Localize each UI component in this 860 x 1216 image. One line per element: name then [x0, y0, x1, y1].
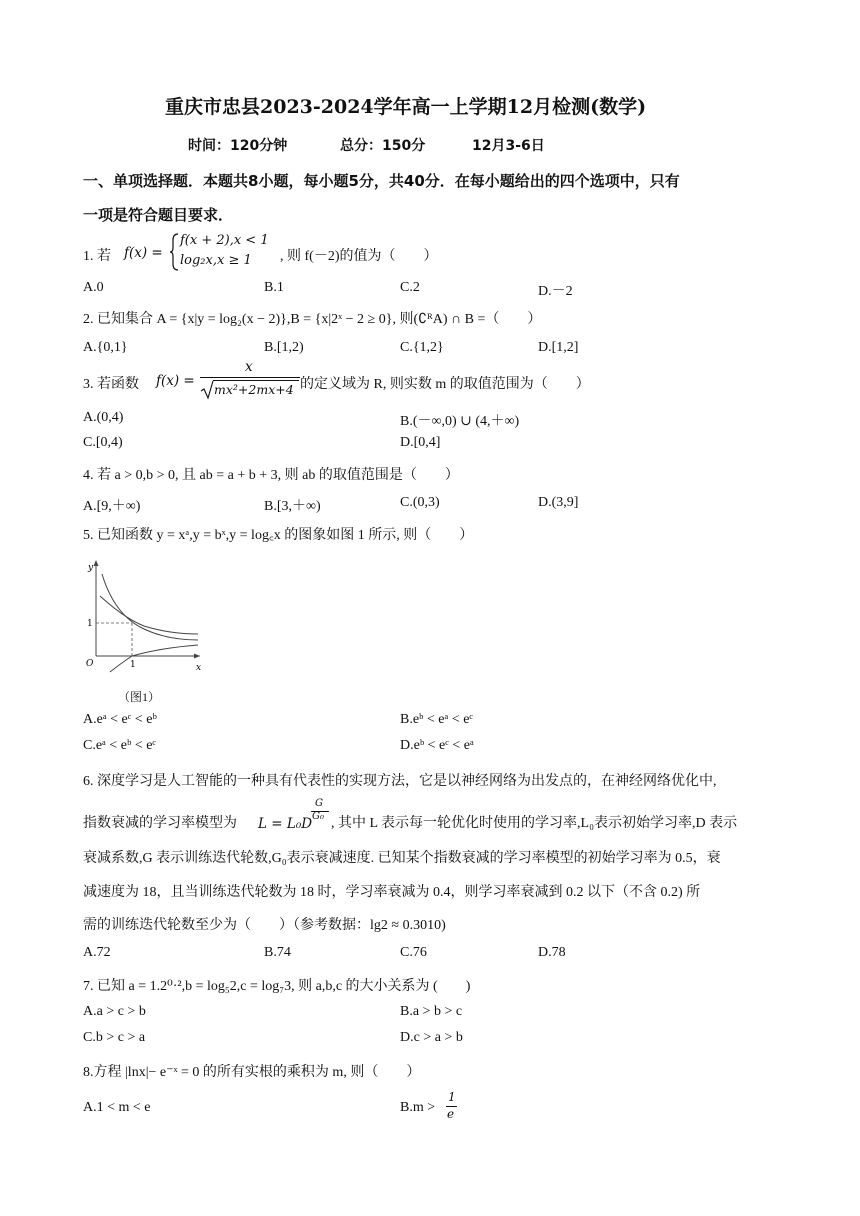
q6-line1: 6. 深度学习是人工智能的一种具有代表性的实现方法，它是以神经网络为出发点的，在神经网络优化中, [83, 774, 717, 789]
q3-func: f(x) = [156, 373, 195, 389]
q8-option-b-numerator: 1 [448, 1090, 456, 1104]
q6-formula-exp-num: G [315, 798, 323, 809]
curve-logarithm [110, 645, 198, 672]
q1-func: f(x) = [124, 245, 163, 261]
q5-text: 5. 已知函数 y = xᵃ,y = bˣ,y = log꜀x 的图象如图 1 所示, 则（ ） [83, 528, 474, 543]
q1-case1: f(x + 2),x < 1 [180, 233, 269, 248]
q8-text: 8.方程 |lnx|− e⁻ˣ = 0 的所有实根的乘积为 m, 则（ ） [83, 1065, 421, 1080]
origin-label: O [86, 659, 94, 669]
q2-option-c: C.{1,2} [400, 340, 444, 355]
x-axis-label: x [196, 663, 202, 673]
q4-option-d: D.(3,9] [538, 495, 579, 510]
sqrt-icon [200, 380, 214, 400]
q6-option-b: B.74 [264, 945, 291, 960]
q5-option-d: D.eᵇ < eᶜ < eᵃ [400, 738, 474, 753]
q1-option-d: D.－2 [538, 284, 573, 299]
q7-text: 7. 已知 a = 1.2⁰·²,b = log₅2,c = log₇3, 则 a,b,c 的大小关系为 ( ) [83, 979, 471, 994]
q6-line4: 减速度为 18，且当训练迭代轮数为 18 时，学习率衰减为 0.4，则学习率衰减到 0.2 以下（不含 0.2) 所 [83, 885, 701, 900]
q8-option-b-prefix: B.m > [400, 1100, 436, 1115]
q7-option-d: D.c > a > b [400, 1030, 463, 1045]
q2-text: 2. 已知集合 A = {x|y = log₂(x − 2)},B = {x|2ˣ − 2 ≥ 0}, 则(∁ᴿA) ∩ B =（ ） [83, 312, 542, 327]
q5-option-a: A.eᵃ < eᶜ < eᵇ [83, 712, 157, 727]
q6-formula-exp-den: G₀ [312, 811, 324, 822]
q6-option-a: A.72 [83, 945, 111, 960]
q7-option-c: C.b > c > a [83, 1030, 146, 1045]
q8-option-a: A.1 < m < e [83, 1100, 151, 1115]
score-label: 总分：150分 [340, 138, 426, 154]
y-axis-arrow-icon [94, 560, 99, 566]
q4-option-b: B.[3,＋∞) [264, 499, 321, 514]
q5-option-c: C.eᵃ < eᵇ < eᶜ [83, 738, 157, 753]
x-tick-label: 1 [130, 660, 136, 670]
section-heading-line1: 一、单项选择题．本题共8小题，每小题5分，共40分．在每小题给出的四个选项中，只有 [83, 172, 680, 190]
q6-option-c: C.76 [400, 945, 427, 960]
q1-suffix: , 则 f(－2)的值为（ ） [280, 249, 438, 264]
figure-1-caption: （图1） [118, 690, 161, 704]
q3-option-d: D.[0,4] [400, 435, 441, 450]
q3-prefix: 3. 若函数 [83, 377, 139, 392]
page-title: 重庆市忠县2023-2024学年高一上学期12月检测(数学) [165, 96, 647, 118]
q6-formula-main: L = L₀D [258, 816, 313, 832]
q3-numerator: x [245, 359, 253, 375]
q1-option-c: C.2 [400, 280, 420, 295]
q5-option-b: B.eᵇ < eᵃ < eᶜ [400, 712, 474, 727]
time-label: 时间：120分钟 [188, 138, 288, 154]
q2-option-d: D.[1,2] [538, 340, 579, 355]
y-axis-label: y [88, 563, 94, 573]
q6-line2-pre: 指数衰减的学习率模型为 [83, 816, 237, 831]
q6-line5: 需的训练迭代轮数至少为（ ）（参考数据：lg2 ≈ 0.3010) [83, 918, 446, 933]
q1-option-a: A.0 [83, 280, 104, 295]
y-tick-label: 1 [87, 619, 93, 629]
q6-line2-post: , 其中 L 表示每一轮优化时使用的学习率,L₀表示初始学习率,D 表示 [331, 816, 738, 831]
q3-option-b: B.(－∞,0) ∪ (4,＋∞) [400, 414, 520, 429]
q7-option-a: A.a > c > b [83, 1004, 146, 1019]
q1-option-b: B.1 [264, 280, 284, 295]
q6-line3: 衰减系数,G 表示训练迭代轮数,G₀表示衰减速度. 已知某个指数衰减的学习率模型的初始学习率为 0.5，衰 [83, 851, 721, 866]
q4-option-a: A.[9,＋∞) [83, 499, 141, 514]
brace-icon [170, 232, 180, 272]
x-axis-arrow-icon [194, 654, 200, 659]
curve-power [102, 574, 198, 640]
q1-case2: log₂x,x ≥ 1 [180, 253, 252, 268]
date-label: 12月3-6日 [472, 138, 545, 154]
q1-prefix: 1. 若 [83, 249, 111, 264]
q2-option-a: A.{0,1} [83, 340, 128, 355]
q7-option-b: B.a > b > c [400, 1004, 463, 1019]
q2-option-b: B.[1,2) [264, 340, 304, 355]
q3-fraction-bar [200, 377, 300, 378]
q3-option-c: C.[0,4) [83, 435, 123, 450]
q3-suffix: 的定义域为 R, 则实数 m 的取值范围为（ ） [300, 377, 590, 392]
q3-option-a: A.(0,4) [83, 410, 124, 425]
q6-option-d: D.78 [538, 945, 566, 960]
q4-text: 4. 若 a > 0,b > 0, 且 ab = a + b + 3, 则 ab 的取值范围是（ ） [83, 468, 459, 483]
q8-option-b-denominator: e [447, 1107, 455, 1121]
q3-denominator: mx²+2mx+4 [214, 382, 294, 397]
q3-sqrt-bar [213, 380, 299, 381]
curve-exponential [100, 596, 198, 634]
figure-1-graph [80, 556, 205, 681]
q4-option-c: C.(0,3) [400, 495, 440, 510]
section-heading-line2: 一项是符合题目要求． [83, 206, 234, 224]
